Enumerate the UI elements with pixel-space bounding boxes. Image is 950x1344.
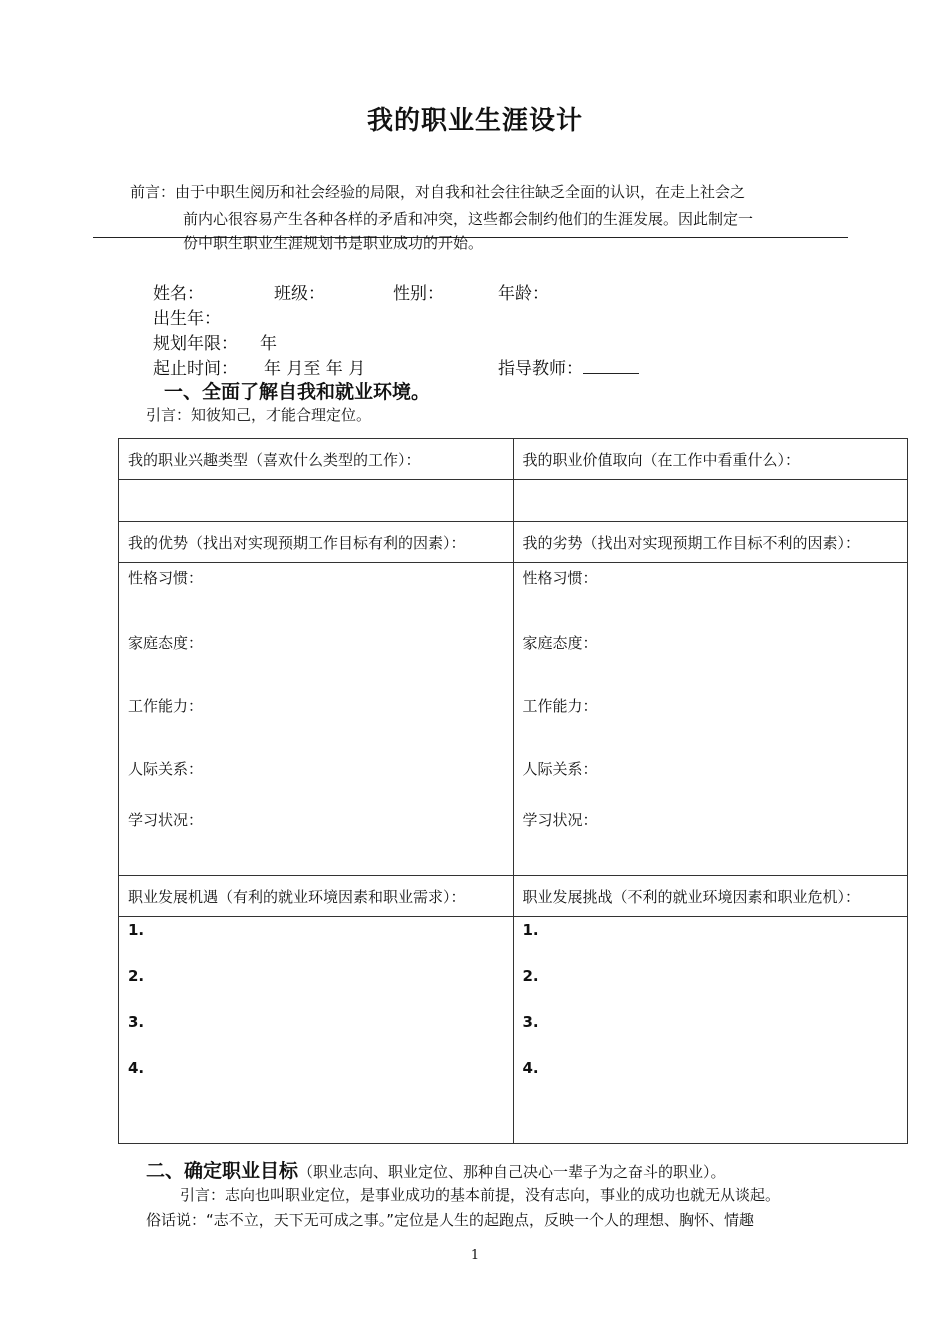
strength-trait-label: 学习状况： [128,811,204,829]
weakness-trait-label: 工作能力： [522,697,598,715]
teacher-label: 指导教师： [498,359,583,379]
list-number: 1. [128,921,145,939]
period-label: 起止时间： [153,359,238,379]
weakness-trait-label: 人际关系： [522,760,598,778]
weakness-trait-label: 学习状况： [522,811,598,829]
interest-type-header: 我的职业兴趣类型（喜欢什么类型的工作）： [119,439,514,480]
list-number: 3. [522,1013,539,1031]
section-2-quote: 引言：志向也叫职业定位，是事业成功的基本前提，没有志向，事业的成功也就无从谈起。 [180,1186,781,1204]
strength-trait-label: 性格习惯： [128,569,204,587]
opportunities-header: 职业发展机遇（有利的就业环境因素和职业需求）： [119,876,514,917]
section-2-title: 二、确定职业目标 [146,1160,299,1182]
plan-years-value: 年 [260,334,277,354]
section-1-quote: 引言：知彼知己，才能合理定位。 [146,406,372,424]
value-orientation-header: 我的职业价值取向（在工作中看重什么）： [513,439,908,480]
section-2-subtitle: （职业志向、职业定位、那种自己决心一辈子为之奋斗的职业）。 [298,1163,726,1181]
section-1-heading: 一、全面了解自我和就业环境。 [164,381,431,403]
preface-line-1: 前言：由于中职生阅历和社会经验的局限，对自我和社会往往缺乏全面的认识，在走上社会之 [130,183,746,201]
opportunities-cell[interactable] [119,917,514,1144]
list-number: 4. [522,1059,539,1077]
interest-type-cell[interactable] [119,480,514,522]
weakness-trait-label: 性格习惯： [522,569,598,587]
strength-trait-label: 人际关系： [128,760,204,778]
page-number: 1 [470,1248,480,1263]
age-label: 年龄： [498,284,549,304]
birth-year-label: 出生年： [153,309,221,329]
period-value: 年 月至 年 月 [264,359,366,379]
list-number: 4. [128,1059,145,1077]
plan-years-label: 规划年限： [153,334,238,354]
value-orientation-cell[interactable] [513,480,908,522]
weaknesses-cell[interactable] [513,563,908,876]
document-title: 我的职业生涯设计 [366,106,583,136]
preface-line-2: 前内心很容易产生各种各样的矛盾和冲突，这些都会制约他们的生涯发展。因此制定一 [183,210,754,228]
teacher-blank-line[interactable] [583,359,639,374]
self-assessment-table [118,438,908,1144]
list-number: 3. [128,1013,145,1031]
section-2-saying: 俗话说：“志不立，天下无可成之事。”定位是人生的起跑点，反映一个人的理想、胸怀、情趣 [146,1211,755,1229]
list-number: 2. [128,967,145,985]
name-label: 姓名： [153,284,204,304]
strengths-header: 我的优势（找出对实现预期工作目标有利的因素）： [119,522,514,563]
strengths-cell[interactable] [119,563,514,876]
gender-label: 性别： [393,284,444,304]
challenges-cell[interactable] [513,917,908,1144]
class-label: 班级： [274,284,325,304]
preface-line-3: 份中职生职业生涯规划书是职业成功的开始。 [183,234,484,252]
challenges-header: 职业发展挑战（不利的就业环境因素和职业危机）： [513,876,908,917]
list-number: 1. [522,921,539,939]
strength-trait-label: 家庭态度： [128,634,204,652]
weakness-trait-label: 家庭态度： [522,634,598,652]
teacher-field [498,354,639,379]
section-2-heading [146,1156,726,1183]
weaknesses-header: 我的劣势（找出对实现预期工作目标不利的因素）： [513,522,908,563]
strength-trait-label: 工作能力： [128,697,204,715]
list-number: 2. [522,967,539,985]
